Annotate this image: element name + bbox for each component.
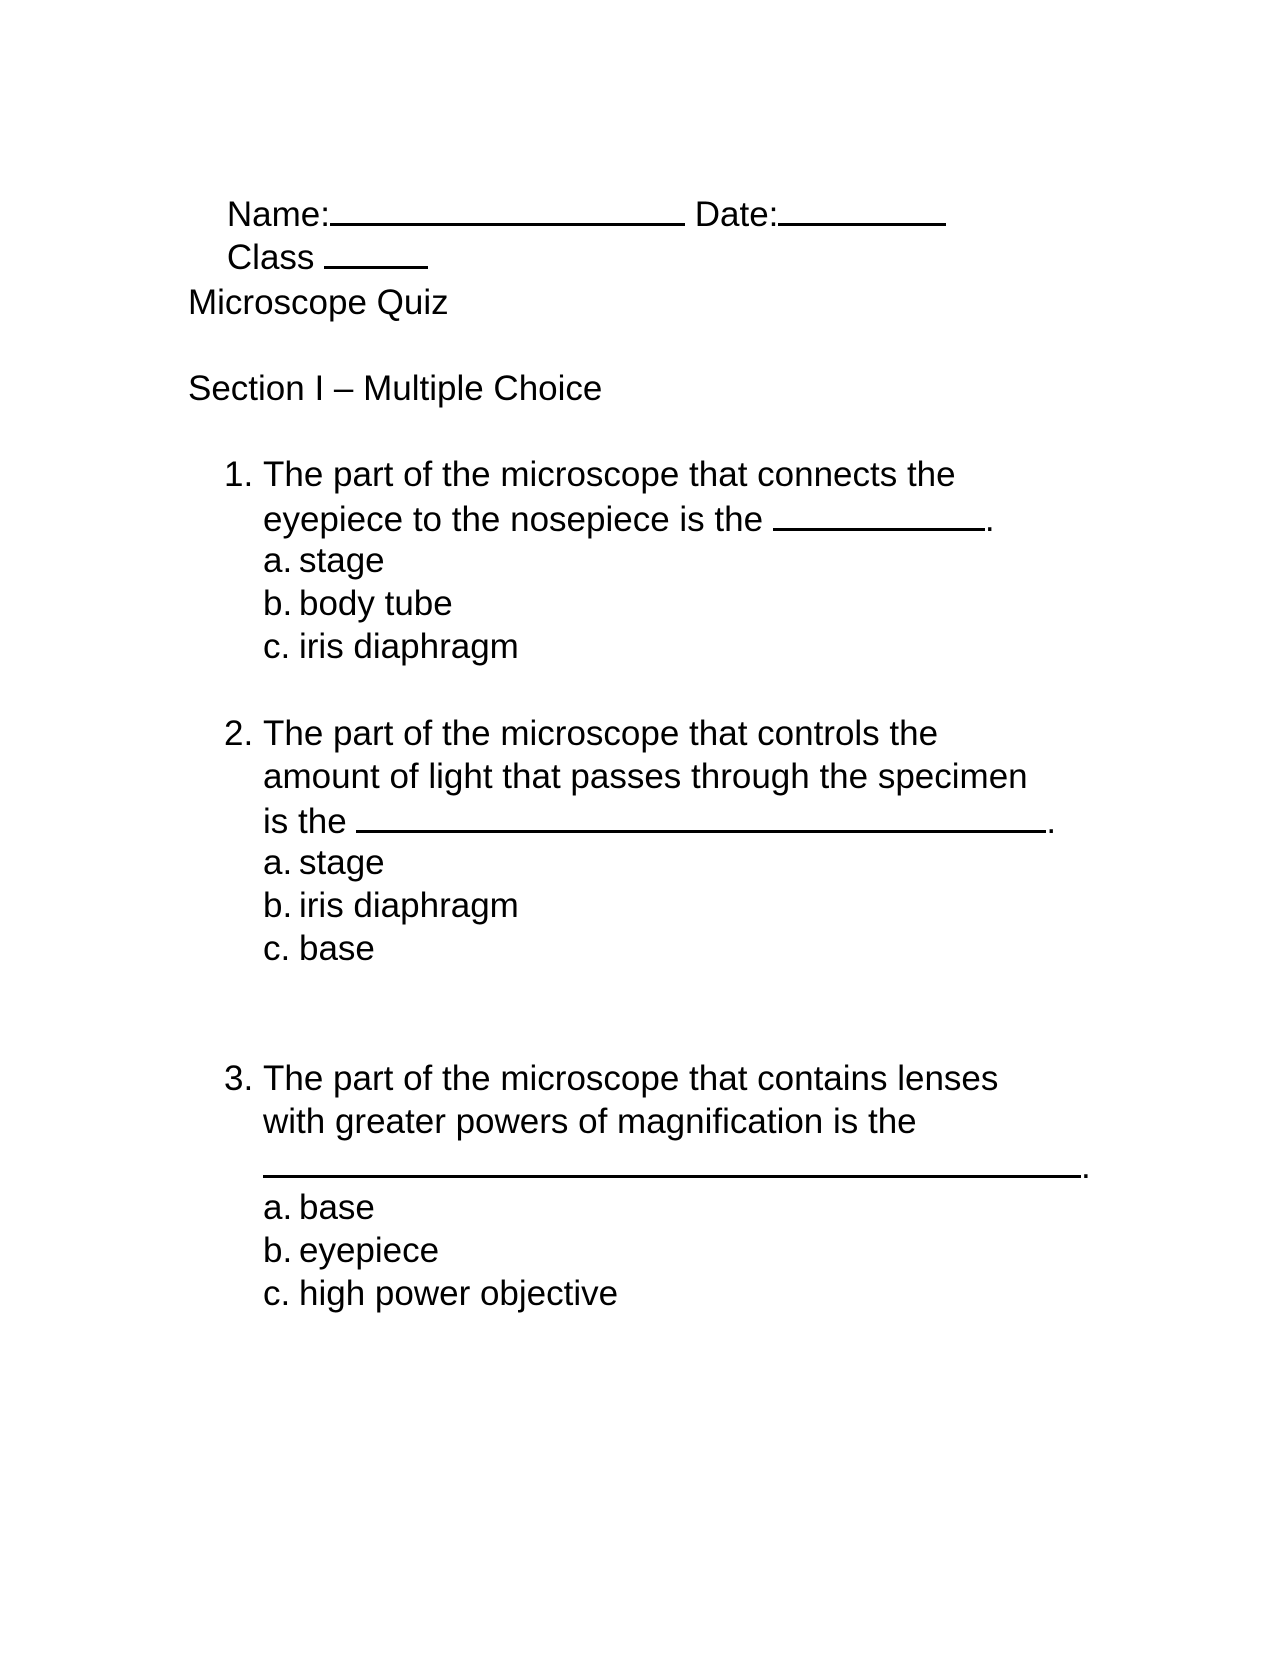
option-3b[interactable] [263, 1231, 439, 1271]
option-text: high power objective [299, 1274, 619, 1313]
option-text: iris diaphragm [299, 627, 519, 666]
answer-blank-2[interactable] [356, 800, 1046, 833]
question-3-line-3 [263, 1145, 1091, 1187]
question-3-line-2: with greater powers of magnification is the [263, 1102, 917, 1141]
option-2b[interactable] [263, 886, 519, 926]
option-text: stage [299, 541, 385, 580]
name-label: Name: [226, 195, 330, 234]
option-text: base [299, 1188, 375, 1227]
option-letter: b. [263, 1231, 293, 1270]
option-letter: c. [263, 627, 291, 666]
option-letter: a. [263, 541, 293, 580]
question-1-text: eyepiece to the nosepiece is the [263, 500, 764, 539]
option-text: stage [299, 843, 385, 882]
question-number-3: 3. [224, 1059, 254, 1098]
option-letter: c. [263, 1274, 291, 1313]
date-blank[interactable] [778, 193, 946, 226]
question-2-line-3 [263, 800, 1056, 842]
option-text: iris diaphragm [299, 886, 519, 925]
option-2c[interactable] [263, 929, 375, 969]
answer-blank-3[interactable] [263, 1145, 1081, 1178]
option-text: eyepiece [299, 1231, 440, 1270]
option-1b[interactable] [263, 584, 453, 624]
option-2a[interactable] [263, 843, 385, 883]
option-letter: b. [263, 584, 293, 623]
question-3-period: . [1081, 1147, 1091, 1186]
option-letter: b. [263, 886, 293, 925]
question-2-line-1: The part of the microscope that controls the [263, 714, 939, 753]
quiz-title: Microscope Quiz [188, 283, 449, 322]
class-label: Class [226, 238, 315, 277]
option-text: body tube [299, 584, 453, 623]
option-3c[interactable] [263, 1274, 618, 1314]
option-1c[interactable] [263, 627, 519, 667]
option-1a[interactable] [263, 541, 385, 581]
option-3a[interactable] [263, 1188, 375, 1228]
question-1-line-2 [263, 498, 995, 540]
option-text: base [299, 929, 375, 968]
option-letter: a. [263, 1188, 293, 1227]
option-letter: a. [263, 843, 293, 882]
question-number-1: 1. [224, 455, 254, 494]
question-1-line-1: The part of the microscope that connects the [263, 455, 956, 494]
date-label: Date: [694, 195, 779, 234]
option-letter: c. [263, 929, 291, 968]
question-number-2: 2. [224, 714, 254, 753]
question-2-period: . [1046, 802, 1057, 841]
class-blank[interactable] [324, 236, 428, 269]
question-1-period: . [984, 500, 995, 539]
section-heading: Section I – Multiple Choice [188, 369, 603, 408]
question-2-line-2: amount of light that passes through the specimen [263, 757, 1028, 796]
answer-blank-1[interactable] [773, 498, 985, 531]
question-2-text: is the [263, 802, 347, 841]
question-3-line-1: The part of the microscope that contains lenses [263, 1059, 999, 1098]
